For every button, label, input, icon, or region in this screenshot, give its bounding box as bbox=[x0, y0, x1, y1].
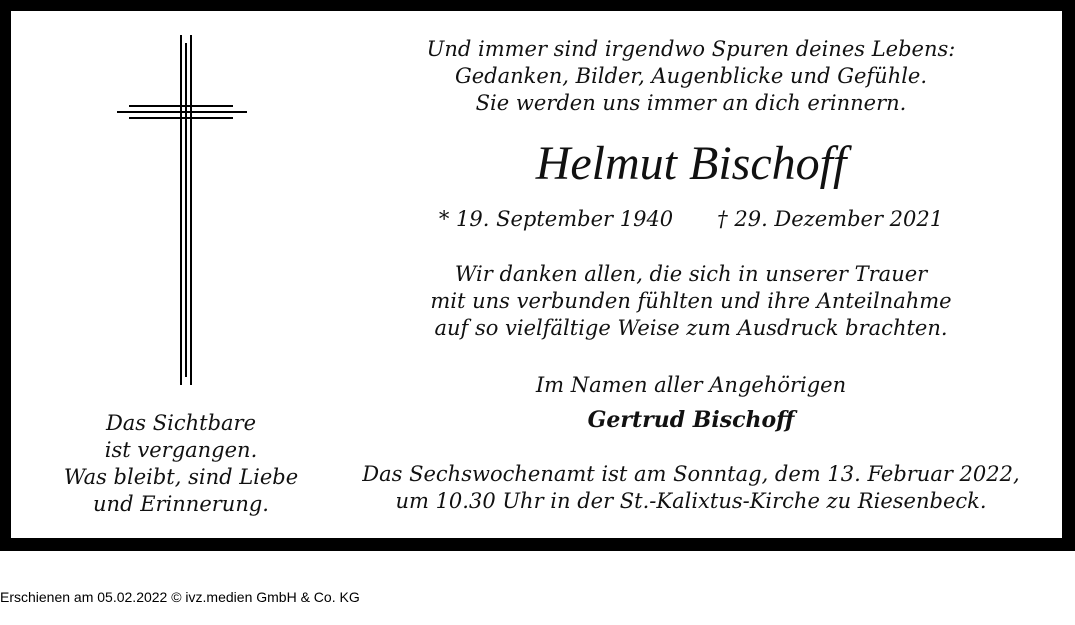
left-verse-line: und Erinnerung. bbox=[93, 492, 269, 516]
family-intro: Im Namen aller Angehörigen bbox=[535, 373, 847, 397]
cross-icon bbox=[117, 35, 247, 385]
service-line: Das Sechswochenamt ist am Sonntag, dem 13. Februar 2022, bbox=[362, 462, 1020, 486]
left-verse-line: Das Sichtbare bbox=[105, 411, 257, 435]
thanks-line: auf so vielfältige Weise zum Ausdruck brachten. bbox=[434, 316, 948, 340]
service-notice bbox=[356, 461, 1026, 515]
birth-date: * 19. September 1940 bbox=[438, 207, 674, 231]
poem-line: Gedanken, Bilder, Augenblicke und Gefühle. bbox=[454, 64, 928, 88]
family-signature: Gertrud Bischoff bbox=[587, 407, 795, 433]
obituary-card bbox=[11, 11, 1062, 538]
publication-credit: Erschienen am 05.02.2022 © ivz.medien GmbH & Co. KG bbox=[0, 589, 360, 605]
left-verse-line: ist vergangen. bbox=[104, 438, 258, 462]
left-verse-line: Was bleibt, sind Liebe bbox=[63, 465, 299, 489]
death-date: † 29. Dezember 2021 bbox=[717, 207, 944, 231]
poem bbox=[356, 36, 1026, 117]
thanks-text bbox=[356, 261, 1026, 342]
poem-line: Und immer sind irgendwo Spuren deines Lebens: bbox=[426, 37, 956, 61]
poem-line: Sie werden uns immer an dich erinnern. bbox=[475, 91, 907, 115]
service-line: um 10.30 Uhr in der St.-Kalixtus-Kirche zu Riesenbeck. bbox=[395, 489, 987, 513]
thanks-line: mit uns verbunden fühlten und ihre Anteilnahme bbox=[430, 289, 952, 313]
deceased-name: Helmut Bischoff bbox=[535, 137, 847, 190]
thanks-line: Wir danken allen, die sich in unserer Trauer bbox=[454, 262, 928, 286]
left-verse bbox=[41, 410, 321, 518]
life-dates bbox=[356, 205, 1026, 233]
